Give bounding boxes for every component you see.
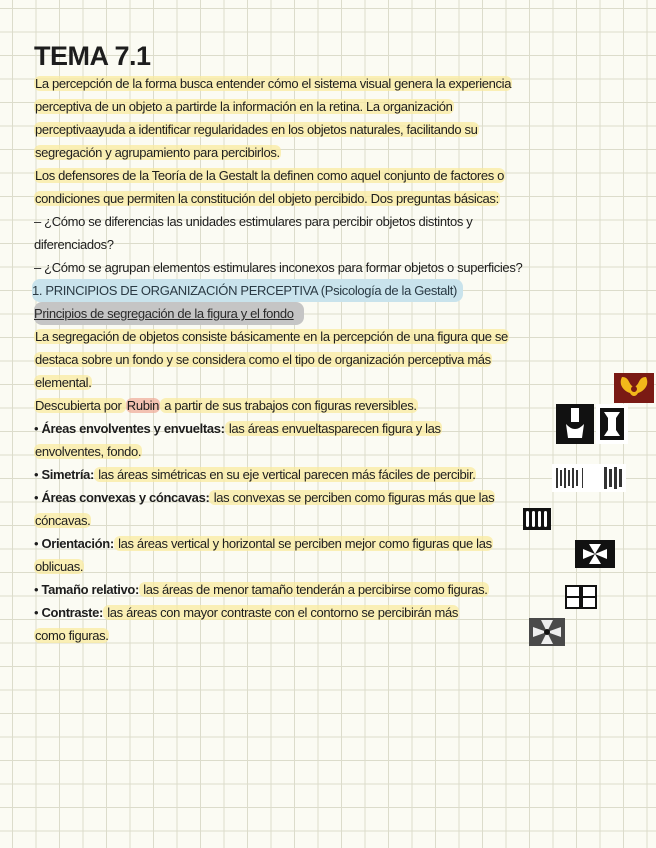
- page-title: TEMA 7.1: [34, 41, 151, 71]
- intro-line: perceptivaayuda a identificar regularidades en los objetos naturales, facilitando su: [35, 122, 478, 137]
- principle-item: • Orientación: las áreas vertical y horizontal se perciben mejor como figuras que las oblicuas.: [34, 536, 492, 574]
- intro-line: segregación y agrupamiento para percibirlos.: [35, 145, 280, 160]
- principle-item: • Contraste: las áreas con mayor contraste con el contorno se percibirán más como figuras.: [34, 605, 459, 643]
- rubin-line: Descubierta por Rubin a partir de sus trabajos con figuras reversibles.: [35, 398, 417, 413]
- segregation-paragraph: [34, 325, 614, 394]
- principle-item: • Simetría: las áreas simétricas en su eje vertical parecen más fáciles de percibir.: [34, 467, 476, 482]
- section-heading: 1. PRINCIPIOS DE ORGANIZACIÓN PERCEPTIVA (Psicología de la Gestalt): [34, 279, 614, 302]
- intro-line: perceptiva de un objeto a partirde la información en la retina. La organización: [35, 99, 453, 114]
- intro-line: – ¿Cómo se diferencias las unidades estimulares para percibir objetos distintos y: [34, 214, 473, 229]
- enclosed-areas-figure: [556, 404, 628, 444]
- principles-list: [34, 417, 614, 647]
- principle-term: Orientación:: [41, 536, 114, 551]
- segregation-line: destaca sobre un fondo y se considera como el tipo de organización perceptiva más: [35, 352, 491, 367]
- principle-term: Áreas envolventes y envueltas:: [41, 421, 225, 436]
- document-page: [34, 40, 614, 647]
- principle-item: • Áreas convexas y cóncavas: las convexas se perciben como figuras más que las cóncavas.: [34, 490, 495, 528]
- principle-term: Simetría:: [41, 467, 94, 482]
- intro-line: – ¿Cómo se agrupan elementos estimulares inconexos para formar objetos o superficies?: [34, 260, 523, 275]
- intro-line: diferenciados?: [34, 237, 114, 252]
- convex-concave-figure: [523, 508, 551, 530]
- subsection-heading: Principios de segregación de la figura y el fondo: [34, 302, 614, 325]
- orientation-figure: [575, 540, 615, 568]
- relative-size-figure: [565, 585, 597, 609]
- principle-term: Contraste:: [41, 605, 103, 620]
- principle-term: Áreas convexas y cóncavas:: [41, 490, 210, 505]
- intro-line: Los defensores de la Teoría de la Gestalt la definen como aquel conjunto de factores o: [35, 168, 505, 183]
- principle-item: • Áreas envolventes y envueltas: las áreas envueltasparecen figura y las envolventes, fondo.: [34, 421, 441, 459]
- rubin-name: Rubin: [126, 398, 159, 413]
- contrast-figure: [529, 618, 565, 646]
- principle-term: Tamaño relativo:: [41, 582, 139, 597]
- intro-line: condiciones que permiten la constitución del objeto percibido. Dos preguntas básicas:: [35, 191, 499, 206]
- segregation-line: La segregación de objetos consiste básicamente en la percepción de una figura que se: [35, 329, 508, 344]
- intro-line: La percepción de la forma busca entender cómo el sistema visual genera la experiencia: [35, 76, 512, 91]
- rubin-vase-figure: [614, 373, 654, 403]
- intro-paragraph: [34, 72, 614, 279]
- segregation-line: elemental.: [35, 375, 92, 390]
- symmetry-figure: [552, 464, 626, 492]
- principle-item: • Tamaño relativo: las áreas de menor tamaño tenderán a percibirse como figuras.: [34, 582, 488, 597]
